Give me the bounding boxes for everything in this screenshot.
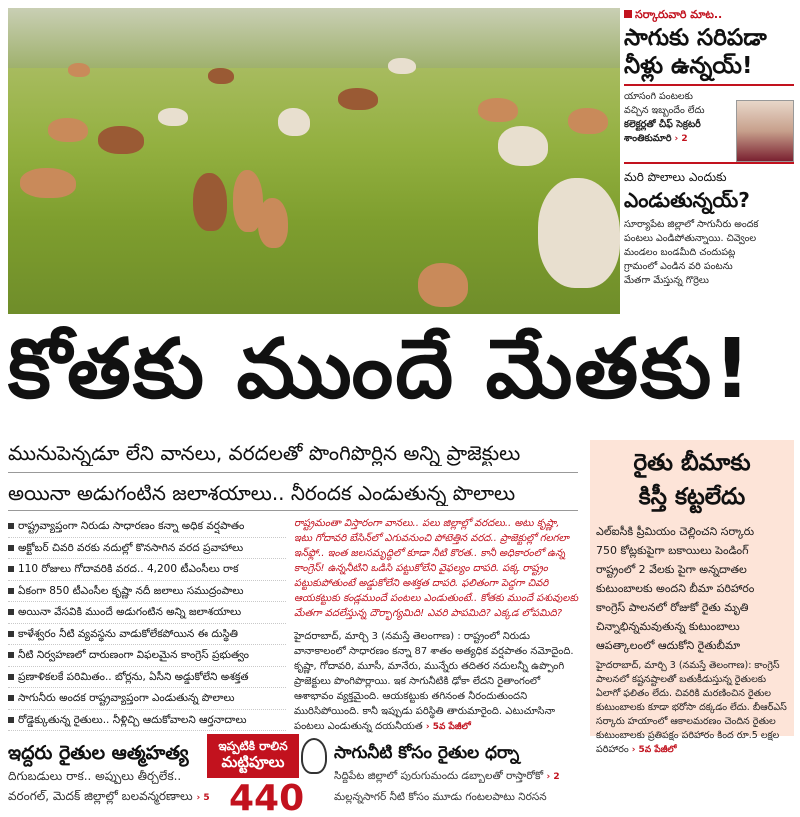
list-item: రోడ్డెక్కుతున్న రైతులు.. నీళ్లిచ్చి ఆదుకోవాలని ఆర్తనాదాలు bbox=[8, 710, 286, 732]
sidebar-divider bbox=[624, 84, 794, 86]
side-story-headline: రైతు బీమాకు కిస్తీ కట్టలేదు bbox=[633, 450, 751, 510]
sheep-shape bbox=[158, 108, 188, 126]
list-item: సాగునీరు అందక రాష్ట్రవ్యాప్తంగా ఎండుతున్న పొలాలు bbox=[8, 688, 286, 710]
list-item: 110 రోజులు గోదావరికి వరద.. 4,200 టీఎంసీలు రాక bbox=[8, 559, 286, 581]
photo-caption: సూర్యాపేట జిల్లాలో సాగునీరు అందక పంటలు ఎండిపోతున్నాయి. చివ్వెంల మండలం బండమీది చందుపట్ల గ్రామంలో ఎండిన వరి పంటను మేతగా మేస్తున్న గొర్రెలు bbox=[624, 219, 759, 286]
article-intro: రాష్ట్రమంతా విస్తారంగా వానలు.. పలు జిల్లాల్లో వరదలు.. అటు కృష్ణా, ఇటు గోదావరి బేసిన్‌లో ఎగువనుంచి పోటెత్తిన వరద.. ప్రాజెక్టుల్లో గలగలా ఇన్‌ఫ్లో.. ఇంత జలసమృద్ధిలో కూడా నీటి కొరత.. కానీ అధికారంలో ఉన్న కాంగ్రెస్! ఉన్ననీటిని ఒడిసి పట్టుకోలేని వైఫల్యం దాపరి. పక్క రాష్ట్రం పట్టుకుపోతుంటే అడ్డుకోలేని అశక్తత దాపరి. ఫలితంగా పెద్దగా చివరి ఆయకట్టుకు కండ్లముందే పంటలు ఎండుతుంటే.. కోతకు ముందే పశువులకు మేతగా వదలేస్తున్న దౌర్భాగ్యమిది! ఎవరి పాపమిది? ఎక్కడ లోపమిది? bbox=[294, 518, 579, 619]
bottom-left-line: వరంగల్, మెదక్ జిల్లాల్లో బలవన్మరణాలు › 5 bbox=[8, 789, 210, 803]
list-item: రాష్ట్రవ్యాప్తంగా నిరుడు సాధారణం కన్నా అధిక వర్షపాతం bbox=[8, 516, 286, 538]
sheep-shape bbox=[98, 126, 144, 154]
continued-link[interactable]: › 5వ పేజీలో bbox=[631, 745, 677, 755]
bottom-right-headline: సాగునీటి కోసం రైతుల ధర్నా bbox=[334, 743, 520, 763]
sheep-shape bbox=[568, 108, 608, 134]
sheep-shape bbox=[208, 68, 234, 84]
sheep-shape bbox=[538, 178, 620, 288]
sidebar-kicker: సర్కారువారి మాట.. bbox=[624, 8, 794, 24]
list-item: అక్టోబర్ చివరి వరకు నదుల్లో కొనసాగిన వరద ప్రవాహాలు bbox=[8, 538, 286, 560]
side-story-box bbox=[590, 440, 794, 755]
sheep-shape bbox=[338, 88, 378, 110]
promo-label: ఇప్పటికి రాలిన మట్టిపూలు bbox=[207, 734, 299, 778]
bottom-left-line: దిగుబడులు రాక.. అప్పులు తీర్చలేక.. bbox=[8, 769, 182, 783]
sheep-shape bbox=[20, 168, 76, 198]
sheep-shape bbox=[48, 118, 88, 142]
bottom-story-right bbox=[334, 740, 584, 812]
death-count-promo bbox=[207, 734, 327, 816]
sidebar-headline-2: మరి పొలాలు ఎందుకు ఎండుతున్నయ్? bbox=[624, 170, 750, 212]
lead-photo bbox=[8, 8, 620, 314]
bullet-list bbox=[8, 516, 286, 731]
article-body bbox=[294, 516, 580, 735]
list-item: ప్రణాళికలకే పరిమితం.. బోర్లను, ఏసీని అడ్డుకోలేని అశక్తత bbox=[8, 667, 286, 689]
list-item: నీటి నిర్వహణలో దారుణంగా విఫలమైన కాంగ్రెస్ ప్రభుత్వం bbox=[8, 645, 286, 667]
sheep-shape bbox=[68, 63, 90, 77]
sheep-shape bbox=[498, 126, 548, 166]
sheep-shape bbox=[278, 108, 310, 136]
sheep-shape bbox=[193, 173, 227, 231]
side-story-points: ఎల్‌ఐసీకి ప్రీమియం చెల్లించని సర్కారు 750 కోట్లకుపైగా బకాయిలు పెండింగ్ రాష్ట్రంలో 2 వేలకు పైగా అన్నదాతల కుటుంబాలకు అందని బీమా పరిహారం కాంగ్రెస్ పాలనలో రోజుకో రైతు మృతి చిన్నాభిన్నమవుతున్న కుటుంబాలు ఆపత్కాలంలో ఆదుకోని రైతుబీమా bbox=[596, 525, 755, 652]
list-item: ఏకంగా 850 టీఎంసీల కృష్ణా నదీ జలాలు సముద్రంపాలు bbox=[8, 581, 286, 603]
continued-link[interactable]: › 5వ పేజీలో bbox=[425, 722, 471, 732]
subheadline-1: మునుపెన్నడూ లేని వానలు, వరదలతో పొంగిపొర్లిన అన్ని ప్రాజెక్టులు bbox=[8, 441, 521, 465]
bottom-right-line: సిద్దిపేట జిల్లాలో పురుగుమందు డబ్బాలతో రాస్తారోకో › 2 bbox=[334, 770, 560, 782]
promo-number: 440 bbox=[229, 778, 305, 817]
sidebar-divider bbox=[624, 162, 794, 164]
sheep-shape bbox=[388, 58, 416, 74]
list-item: అయినా వేసవికి ముందే అడుగంటిన అన్ని జలాశయాలు bbox=[8, 602, 286, 624]
side-story-text: హైదరాబాద్, మార్చి 3 (నమస్తే తెలంగాణ): కాంగ్రెస్ పాలనలో కష్టనష్టాలతో బతుకీడుస్తున్న రైతులకు ఏలాగో ఫలితం లేదు. చివరికి మరణించిన రైతుల కుటుంబాలకు కూడా భరోసా దక్కడం లేదు. బీఆర్‌ఎస్ సర్కారు హయాంలో ఆకాలమరణం చెందిన రైతుల కుటుంబాలకు ప్రతిపక్షం పరిహారం కింద రూ.5 లక్షల పరిహారం › 5వ పేజీలో bbox=[596, 660, 787, 755]
flower-icon bbox=[301, 738, 327, 774]
official-portrait bbox=[736, 100, 794, 162]
sidebar-headline-1: సాగుకు సరిపడా నీళ్లు ఉన్నయ్! bbox=[624, 25, 767, 79]
sidebar-top bbox=[624, 8, 794, 314]
sheep-shape bbox=[258, 198, 288, 248]
sheep-shape bbox=[478, 98, 518, 122]
list-item: కాళేశ్వరం నీటి వ్యవస్థను వాడుకోలేకపోయిన ఈ దుస్థితి bbox=[8, 624, 286, 646]
bottom-left-headline: ఇద్దరు రైతుల ఆత్మహత్య bbox=[8, 742, 189, 764]
main-headline: కోతకు ముందే మేతకు! bbox=[8, 322, 753, 417]
photo-background-hills bbox=[8, 8, 620, 68]
article-text: హైదరాబాద్, మార్చి 3 (నమస్తే తెలంగాణ) : రాష్ట్రంలో నిరుడు వానాకాలంలో సాధారణం కన్నా 87 శాతం అత్యధిక వర్షపాతం నమోదైంది. కృష్ణా, గోదావరి, మూసీ, మానేరు, మున్నేరు తదితర నదులన్నీ ఉప్పొంగి ప్రాజెక్టులు పొంగిపొర్లాయి. ఇక సాగునీటికి ఢోకా లేదని రైతాంగంలో ఆశాభావం వ్యక్తమైంది. ఆయకట్టుకు తగినంత నీరందుతుందని మురిసిపోయింది. కానీ ఇప్పుడు పరిస్థితి తారుమారైంది. ఎటుచూసినా పంటలు ఎండుతున్న దయనీయత › 5వ పేజీలో bbox=[294, 631, 574, 732]
divider bbox=[8, 472, 578, 473]
sidebar-quote: యాసంగి పంటలకు వచ్చిన ఇబ్బందేం లేదు కలెక్టర్లతో చీఫ్ సెక్రటరీ శాంతికుమారి › 2 bbox=[624, 91, 705, 144]
bottom-right-line: మల్లన్నసాగర్ నీటి కోసం మూడు గంటలపాటు నిరసన bbox=[334, 791, 547, 803]
divider bbox=[8, 510, 578, 511]
square-bullet-icon bbox=[624, 10, 632, 18]
subheadline-2: అయినా అడుగంటిన జలాశయాలు.. నీరందక ఎండుతున్న పొలాలు bbox=[8, 481, 516, 505]
sheep-shape bbox=[418, 263, 468, 307]
